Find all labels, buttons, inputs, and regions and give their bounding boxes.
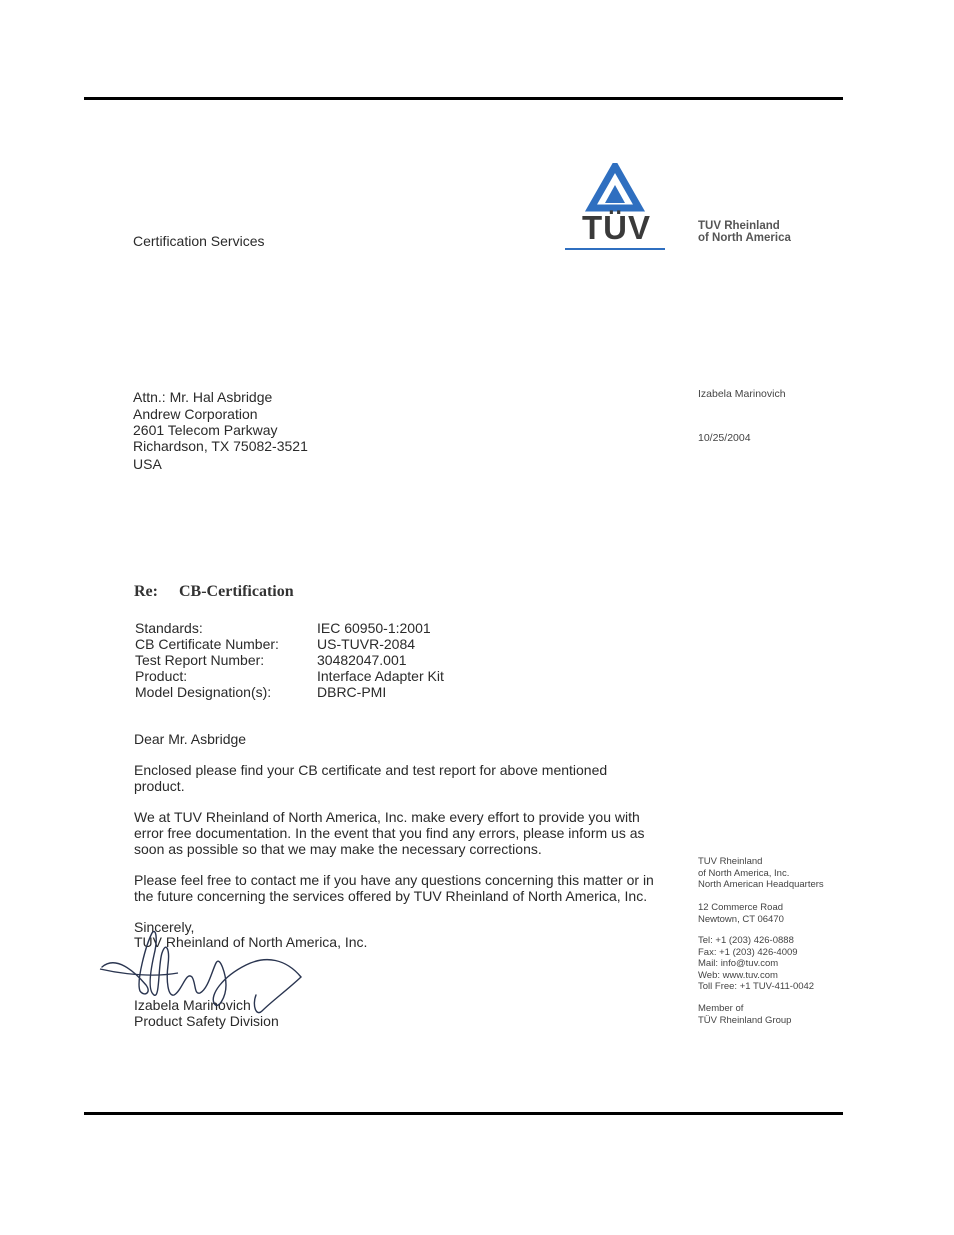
sidebar-line: Toll Free: +1 TUV-411-0042 (698, 981, 815, 992)
detail-label: Product: (135, 668, 188, 684)
handwritten-signature (96, 925, 316, 1025)
logo-underline (565, 248, 665, 250)
sidebar-line: TUV Rheinland (698, 856, 763, 867)
paragraph-2: We at TUV Rheinland of North America, Inc. make every effort to provide you with error free documentation. In the event that you find any errors, please inform us as soon as possible so that we may make the necessary corrections. (134, 809, 645, 857)
closing-company: TUV Rheinland of North America, Inc. (134, 934, 368, 950)
sidebar-line: Mail: info@tuv.com (698, 958, 779, 969)
department-label: Certification Services (133, 233, 265, 249)
sidebar-line: Newtown, CT 06470 (698, 913, 784, 925)
brand-line-2: of North America (698, 232, 791, 244)
address-line: USA (133, 456, 162, 472)
sidebar-line: of North America, Inc. (698, 867, 790, 879)
sidebar-line: Web: www.tuv.com (698, 969, 778, 981)
signer-name: Izabela Marinovich (134, 997, 251, 1013)
triangle-logo-icon (563, 163, 667, 215)
detail-value: IEC 60950-1:2001 (317, 620, 431, 636)
letter-date: 10/25/2004 (698, 432, 751, 444)
details-labels (135, 620, 279, 700)
detail-value: US-TUVR-2084 (317, 636, 416, 652)
detail-label: Test Report Number: (135, 652, 265, 668)
address-line: 2601 Telecom Parkway (133, 422, 278, 438)
sidebar-address (698, 902, 784, 925)
sidebar-org (698, 856, 824, 891)
paragraph-3: Please feel free to contact me if you have any questions concerning this matter or in the future concerning the services offered by TUV Rheinland of North America, Inc. (134, 872, 654, 904)
sidebar-line: North American Headquarters (698, 879, 824, 890)
tuv-logo (563, 163, 667, 253)
re-label: Re: (134, 583, 158, 600)
paragraph-1: Enclosed please find your CB certificate and test report for above mentioned product. (134, 762, 608, 794)
sidebar-line: Fax: +1 (203) 426-4009 (698, 946, 798, 958)
address-line: Andrew Corporation (133, 406, 258, 422)
closing-sincerely: Sincerely, (134, 919, 195, 935)
address-line: Attn.: Mr. Hal Asbridge (133, 389, 273, 405)
brand-line-1: TUV Rheinland (698, 220, 780, 232)
sidebar-line: Tel: +1 (203) 426-0888 (698, 935, 794, 946)
details-values (317, 620, 444, 700)
sidebar-line: 12 Commerce Road (698, 902, 784, 913)
detail-label: Standards: (135, 620, 203, 636)
sidebar-contact (698, 935, 814, 993)
detail-value: 30482047.001 (317, 652, 407, 668)
contact-name: Izabela Marinovich (698, 388, 786, 400)
sidebar-member (698, 1003, 791, 1026)
sidebar-line: TÜV Rheinland Group (698, 1014, 792, 1026)
sidebar-line: Member of (698, 1003, 744, 1014)
logo-text: TÜV (582, 209, 651, 246)
subject-title: CB-Certification (179, 583, 294, 600)
detail-label: Model Designation(s): (135, 684, 272, 700)
address-line: Richardson, TX 75082-3521 (133, 438, 308, 454)
salutation: Dear Mr. Asbridge (134, 731, 247, 747)
top-rule (84, 97, 843, 100)
detail-value: Interface Adapter Kit (317, 668, 444, 684)
recipient-address (133, 389, 308, 472)
signer-division: Product Safety Division (134, 1013, 279, 1029)
detail-label: CB Certificate Number: (135, 636, 279, 652)
detail-value: DBRC-PMI (317, 684, 387, 700)
bottom-rule (84, 1112, 843, 1115)
